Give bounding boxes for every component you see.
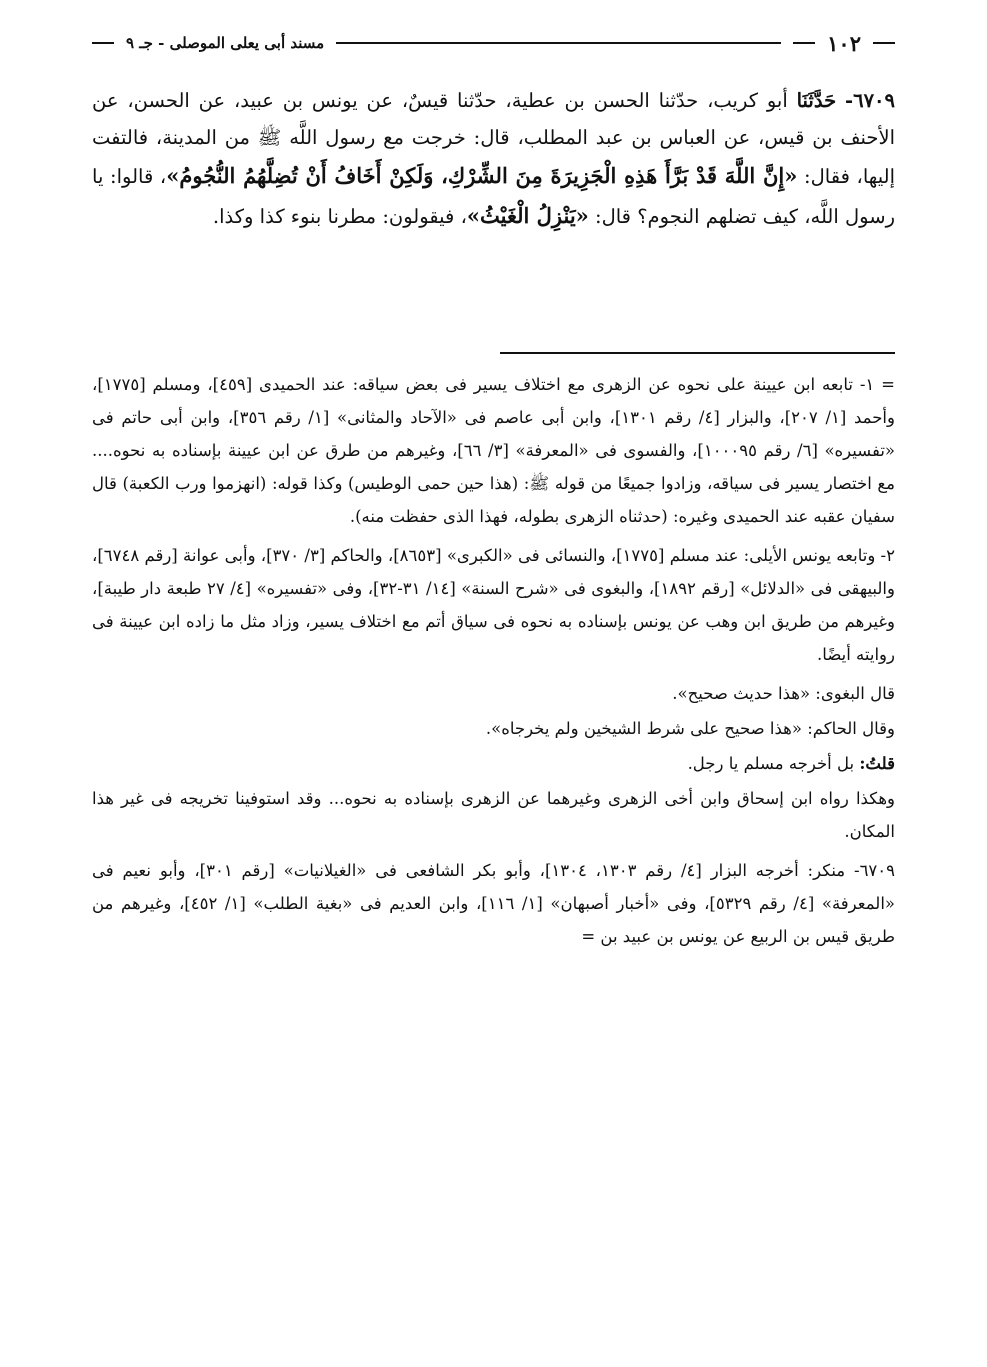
book-title: مسند أبى يعلى الموصلى - جـ ٩: [126, 34, 325, 52]
author-remark: [92, 747, 895, 780]
page-number: ١٠٢: [827, 30, 861, 56]
hadith-middle: ، قالوا: يا رسول اللَّه، كيف تضلهم النجوم؟ قال:: [92, 165, 895, 228]
footnote-2: ٢- وتابعه يونس الأيلى: عند مسلم [١٧٧٥]، والنسائى فى «الكبرى» [٨٦٥٣]، والحاكم [٣/ ٣٧٠]، وأبى عوانة [رقم ٦٧٤٨]، والبيهقى فى «الدلائل» [رقم ١٨٩٢]، والبغوى فى «شرح السنة» [١٤/ ٣١-٣٢]، وفى «تفسيره» [٤/ ٢٧ طبعة دار طيبة]، وغيرهم من طريق ابن وهب عن يونس بإسناده به نحوه فى سياق أتم مع اختلاف يسير، وزاد مثل ما زاده ابن عيينة فى روايته أيضًا.: [92, 546, 895, 664]
footnotes: [92, 368, 895, 959]
hadith-ending: ، فيقولون: مطرنا بنوء كذا وكذا.: [212, 204, 467, 228]
header-dash: [873, 42, 895, 44]
footnote-separator: [500, 352, 895, 354]
header-dash: [92, 42, 114, 44]
baghawi-quote: قال البغوى: «هذا حديث صحيح».: [672, 684, 895, 703]
hadith-number: ٦٧٠٩-: [845, 89, 896, 112]
prophetic-quote-1: «إِنَّ اللَّهَ قَدْ بَرَّأَ هَذِهِ الْجَزِيرَةَ مِنَ الشِّرْكِ، وَلَكِنْ أَخَافُ أَنْ تُضِلَّهُمُ النُّجُومُ»: [166, 163, 798, 189]
qultu-text: بل أخرجه مسلم يا رجل.: [687, 754, 860, 773]
page-header: [92, 28, 895, 58]
hadith-paragraph: [92, 82, 895, 236]
footnote-1: = ١- تابعه ابن عيينة على نحوه عن الزهرى مع اختلاف يسير فى بعض سياقه: عند الحميدى [٤٥٩]، ومسلم [١٧٧٥]، وأحمد [١/ ٢٠٧]، والبزار [٤/ رقم ١٣٠١]، وابن أبى عاصم فى «الآحاد والمثانى» [١/ رقم ٣٥٦]، وابن أبى حاتم فى «تفسيره» [٦/ رقم ١٠٠٠٩٥]، والفسوى فى «المعرفة» [٣/ ٦٦]، وغيرهم من طرق عن ابن عيينة بإسناده به نحوه.... مع اختصار يسير فى سياقه، وزادوا جميعًا من قوله ﷺ: (هذا حين حمى الوطيس) وكذا قوله: (انهزموا ورب الكعبة) قال سفيان عقبه عند الحميدى وغيره: (حدثناه الزهرى بطوله، فهذا الذى حفظت منه).: [92, 375, 896, 526]
footnote-summary: وهكذا رواه ابن إسحاق وابن أخى الزهرى وغيرهما عن الزهرى بإسناده به نحوه... وقد استوفينا تخريجه فى غير هذا المكان.: [92, 789, 895, 841]
hadith-isnad: أبو كريب، حدّثنا الحسن بن عطية، حدّثنا قيسٌ، عن يونس بن عبيد، عن الحسن، عن الأحنف بن قيس، عن العباس بن عبد المطلب، قال: خرجت مع رسول اللَّه ﷺ من المدينة، فالتفت إليها، فقال:: [92, 89, 895, 189]
hadith-text: [92, 82, 895, 236]
prophetic-quote-2: «يَنْزِلُ الْغَيْثُ»: [466, 202, 589, 228]
header-rule: [336, 42, 781, 44]
footnote-6709: ٦٧٠٩- منكر: أخرجه البزار [٤/ رقم ١٣٠٣، ١٣٠٤]، وأبو بكر الشافعى فى «الغيلانيات» [رقم ٣٠١]، وأبو نعيم فى «المعرفة» [٤/ رقم ٥٣٢٩]، وفى «أخبار أصبهان» [١/ ١١٦]، وابن العديم فى «بغية الطلب» [١/ ٤٥٢]، وغيرهم من طريق قيس بن الربيع عن يونس بن عبيد بن =: [92, 861, 896, 946]
hakim-quote: وقال الحاكم: «هذا صحيح على شرط الشيخين ولم يخرجاه».: [485, 719, 895, 738]
qultu-label: قلتُ:: [859, 754, 895, 773]
hadith-opening: حَدَّثَنَا: [796, 89, 837, 112]
header-dash: [793, 42, 815, 44]
